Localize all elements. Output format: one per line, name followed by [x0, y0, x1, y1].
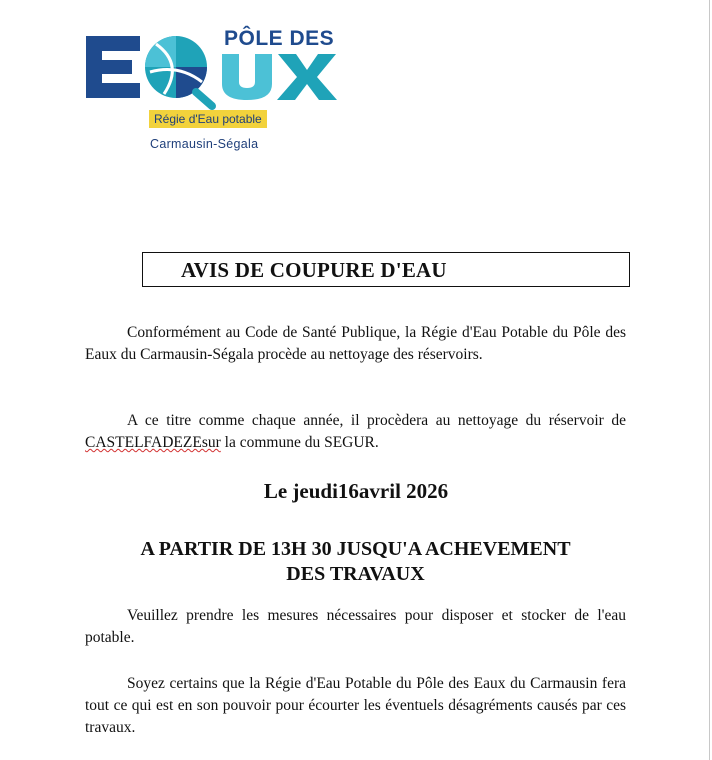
logo-subtitle: Carmausin-Ségala: [150, 137, 259, 151]
notice-title: AVIS DE COUPURE D'EAU: [181, 258, 447, 282]
paragraph-reservoir-end: la commune du SEGUR.: [220, 434, 379, 451]
pole-des-eaux-logo: [84, 24, 354, 164]
paragraph-intro: Conformément au Code de Santé Publique, la Régie d'Eau Potable du Pôle des Eaux du Carmausin-Ségala procède au nettoyage des réservoirs.: [85, 324, 626, 363]
globe-mark: [145, 36, 212, 106]
spellcheck-flagged-word: CASTELFADEZEsur: [85, 434, 221, 451]
page-edge-line: [709, 0, 710, 760]
letter-e-mark: [86, 36, 140, 98]
paragraph-measures: Veuillez prendre les mesures nécessaires pour disposer et stocker de l'eau potable.: [85, 607, 626, 646]
outage-date: Le jeudi16avril 2026: [263, 479, 449, 503]
outage-time: [85, 537, 626, 587]
outage-time-line-1: A PARTIR DE 13H 30 JUSQU'A ACHEVEMENT: [140, 538, 571, 560]
letter-u-mark: [222, 54, 272, 100]
notice-title-box: [142, 252, 630, 287]
logo-top-text: PÔLE DES: [224, 27, 335, 50]
paragraph-apology: Soyez certains que la Régie d'Eau Potable du Pôle des Eaux du Carmausin fera tout ce qui est en son pouvoir pour écourter les éventuels désagréments causés par ces travaux.: [85, 675, 626, 736]
logo-tagline-badge: Régie d'Eau potable: [149, 110, 267, 128]
paragraph-reservoir-text: A ce titre comme chaque année, il procèdera au nettoyage du réservoir de: [127, 412, 626, 429]
letter-x-mark: [277, 54, 337, 100]
paragraph-reservoir: [85, 410, 626, 454]
outage-time-line-2: DES TRAVAUX: [286, 563, 425, 585]
